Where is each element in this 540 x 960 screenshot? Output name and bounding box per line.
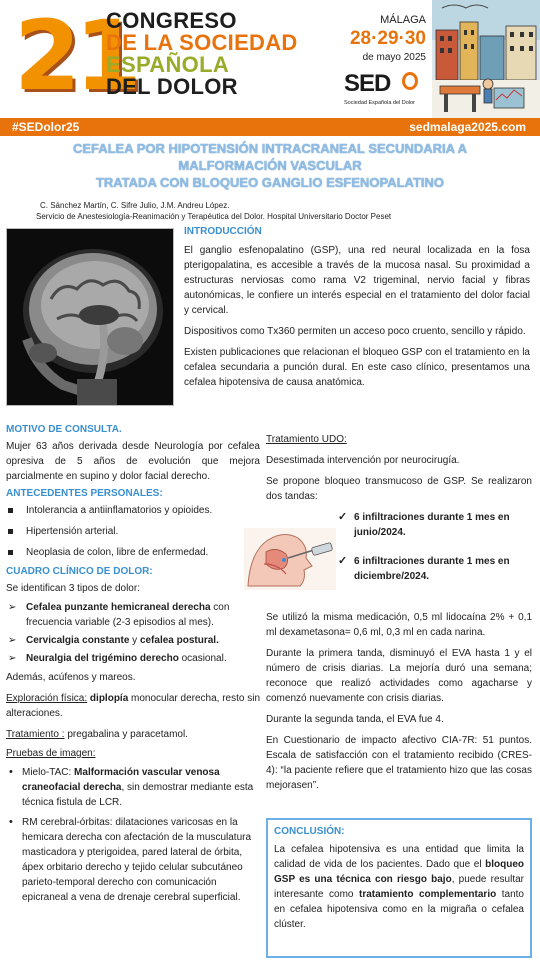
intro-paragraph-2: Dispositivos como Tx360 permiten un acceso poco cruento, sencillo y rápido. [184,326,526,337]
conclusion-box [266,818,532,958]
tratamiento-text [6,727,260,742]
congress-city: MÁLAGA [380,14,426,26]
exploracion-bold: diplopía [87,693,129,704]
conclusion-text-3: tanto en cefalea hipotensiva como en la migraña o cefalea clúster. [274,889,524,930]
pain-type-3-rest: ocasional. [178,653,227,664]
prueba-1-pre: Mielo-TAC: [22,767,75,778]
motivo-text: Mujer 63 años derivada desde Neurología por cefalea opresiva de 5 años de evolución que mejora parcialmente en supino y dolor facial derecho. [6,441,260,482]
list-item: • RM cerebral-órbitas: dilataciones varicosas en la hemicara derecha con afectación de la musculatura masticadora y pterigoidea, pared lateral de órbita, ápex orbitario derecho y tejido celular subcutáneo parieto-temporal derecho con comunicación epicraneal a vena de drenaje cerebral superficial. [6,815,260,905]
pain-types-list [6,600,260,666]
list-item: Neoplasia de colon, libre de enfermedad. [6,545,260,560]
congress-line-1: CONGRESO [106,8,237,33]
hashtag: #SEDolor25 [12,120,80,134]
prueba-1-bold: Malformación vascular venosa craneofacial derecha [22,767,220,793]
list-item: ✓ 6 infiltraciones durante 1 mes en diciembre/2024. [338,554,532,584]
introduction-section [184,226,530,396]
tandas-list [338,510,532,598]
congress-name [106,10,298,98]
congress-number: 21 [14,0,136,112]
congress-line-3: ESPAÑOLA [106,52,230,77]
sed-logo [344,70,426,110]
cuadro-intro: Se identifican 3 tipos de dolor: [6,583,140,594]
imaging-list [6,765,260,905]
sed-logo-word: SED [344,70,391,97]
pruebas-label-text: Pruebas de imagen: [6,748,96,759]
udo-paragraph-1: Desestimada intervención por neurocirugía. [266,455,460,466]
udo-paragraph-6: En Cuestionario de impacto afectivo CIA-7R: 51 puntos. Escala de satisfacción con el tratamiento recibido (CRES-4): “la paciente refiere que el tratamiento hizo que las cosas mejorasen”. [266,735,532,791]
right-column [266,432,532,799]
list-item [6,765,260,810]
exploracion-label: Exploración física: [6,693,88,704]
mri-sagittal-image [6,228,174,406]
pain-type-1-bold: Cefalea punzante hemicraneal derecha [26,602,211,613]
udo-paragraph-4: Durante la primera tanda, disminuyó el EVA hasta 1 y el número de crisis diarias. La mejoría duró una semana; reconoce que realizó actividades como agacharse y comenzó nuevamente con crisis diarias. [266,648,532,704]
congress-header [0,0,540,118]
intro-paragraph-1: El ganglio esfenopalatino (GSP), una red neural localizada en la fosa pterigopalatina, es accesible a través de la mucosa nasal. Su proximidad a estructuras nerviosas como rama V2 trigeminal, nervio facial y fibras autonómicas, le confiere un interés especial en el tratamiento del dolor facial y cervical. [184,245,530,316]
introduction-heading: INTRODUCCIÓN [184,226,262,237]
list-item [6,600,260,630]
conclusion-text [274,842,524,932]
website-link[interactable]: sedmalaga2025.com [409,120,526,134]
left-column [6,424,260,910]
udo-paragraph-3: Se utilizó la misma medicación, 0,5 ml lidocaína 2% + 0,1 ml dexametasona= 0,6 ml, 0,3 ml en cada narina. [266,612,532,638]
list-item: Intolerancia a antiinflamatorios y opioides. [6,503,260,518]
tandas-block [266,510,532,606]
motivo-heading: MOTIVO DE CONSULTA. [6,424,122,435]
list-item: Hipertensión arterial. [6,524,260,539]
conclusion-bold-2: tratamiento complementario [358,889,497,900]
conclusion-text-2: , puede resultar interesante como [274,874,524,900]
antecedentes-heading: ANTECEDENTES PERSONALES: [6,488,163,499]
list-item [6,633,260,648]
poster-authors: C. Sánchez Martín, C. Sifre Julio, J.M. Andreu López. [40,201,230,210]
nasal-block-illustration [244,528,336,590]
sed-logo-subtitle: Sociedad Española del Dolor [344,100,415,106]
pruebas-label [6,746,260,761]
pain-type-2-bold-1: Cervicalgia constante [26,635,130,646]
poster-title-line-1: CEFALEA POR HIPOTENSIÓN INTRACRANEAL SECUNDARIA A [72,141,468,156]
conclusion-bold-1: bloqueo GSP es una técnica con riesgo bajo [274,859,524,885]
udo-paragraph-2: Se propone bloqueo transmucoso de GSP. Se realizaron dos tandas: [266,476,532,502]
udo-paragraph-5: Durante la segunda tanda, el EVA fue 4. [266,714,444,725]
udo-label: Tratamiento UDO: [266,434,347,445]
extra-symptoms: Además, acúfenos y mareos. [6,672,136,683]
list-item: ✓ 6 infiltraciones durante 1 mes en junio/2024. [338,510,532,540]
pain-type-1-rest: con frecuencia variable (2-3 episodios al mes). [26,602,230,628]
congress-month-year: de mayo 2025 [362,52,426,63]
poster-title-line-3: TRATADA CON BLOQUEO GANGLIO ESFENOPALATINO [95,175,445,190]
intro-paragraph-3: Existen publicaciones que relacionan el bloqueo GSP con el tratamiento en la cefalea secundaria a punción dural. En este caso clínico, presentamos una cefalea hipotensiva de causa anatómica. [184,347,530,388]
poster-title [0,140,540,191]
pain-type-2-bold-2: cefalea postural. [139,635,219,646]
list-item [6,651,260,666]
poster-affiliation: Servicio de Anestesiología-Reanimación y Terapéutica del Dolor. Hospital Universitario Doctor Peset [36,212,392,221]
cuadro-heading: CUADRO CLÍNICO DE DOLOR: [6,566,153,577]
pain-type-2-mid: y [129,635,140,646]
pain-type-3-bold: Neuralgia del trigémino derecho [26,653,179,664]
congress-dates: 28·29·30 [349,28,426,49]
header-illustration [432,0,540,118]
exploracion-rest: monocular derecha, resto sin alteraciones. [6,693,260,719]
sed-logo-mark-icon [402,72,418,90]
tratamiento-rest: pregabalina y paracetamol. [64,729,188,740]
antecedentes-list [6,503,260,560]
poster-title-line-2: MALFORMACIÓN VASCULAR [178,158,362,173]
congress-line-2: DE LA SOCIEDAD [106,30,298,55]
exploracion-text [6,691,260,721]
tratamiento-label: Tratamiento : [6,729,65,740]
hashtag-bar [0,118,540,136]
prueba-1-rest: , sin demostrar mediante esta técnica fistula de LCR. [22,782,254,808]
conclusion-heading: CONCLUSIÓN: [274,826,345,837]
conclusion-text-1: La cefalea hipotensiva es una entidad que limita la calidad de vida de los pacientes. Dado que el [274,844,524,870]
congress-line-4: DEL DOLOR [106,74,238,99]
